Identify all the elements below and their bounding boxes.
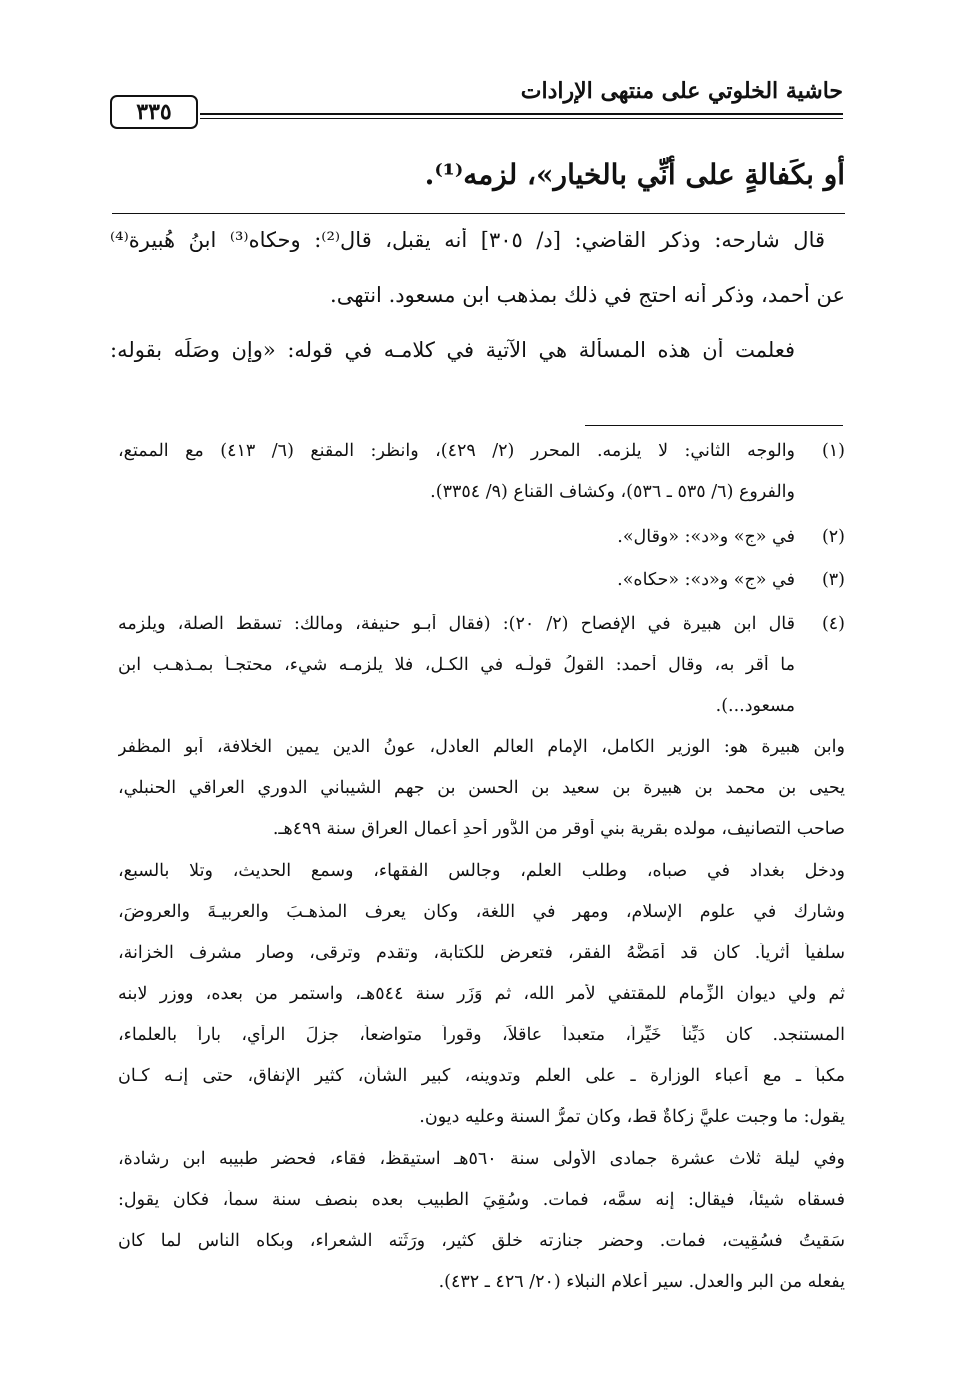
footnote-line: ما أقر به، وقال أحمد: القولُ قولُـه في الكـل، فلا يلزمـه شيء، محتجـاً بمـذهـب ابن [118,655,795,675]
matn-rule [112,213,845,214]
footnote-line: ثم ولي ديوان الزِّمام للمقتفي لأمر الله، ثم وَزَر سنة ٥٤٤هـ، واستمر من بعده، ووزر لابنه [118,984,845,1004]
footnote-line: سَقيتُ فسُقِيت، فمات. وحضر جنازته خلق كثير، ورَثَته الشعراء، وبكاه الناس لما كان [118,1231,845,1251]
commentary-line: عن أحمد، وذكر أنه احتج في ذلك بمذهب ابنِ مسعود. انتهى. [330,283,845,307]
footnote-number: (١) [821,441,845,461]
footnote-line: ودخل بغداد في صباه، وطلب العلم، وجالس الفقهاء، وسمع الحديث، وتلا بالسبع، [118,861,845,881]
footnote-line: قال ابن هبيرة في الإفصاح (٢/ ٢٠): (فقال أبـو حنيفة، ومالك: تسقط الصلة، ويلزمه [118,614,795,634]
header-rule [200,113,843,119]
footnote-line: المستنجد. كان دَيِّناً خَيِّراً، متعبداً عاقلاً، وقوراً متواضعاً، جزلَ الرأي، باراً بالعلماء، [118,1025,845,1045]
footnote-separator [585,425,843,426]
footnote-line: وفي ليلة ثلاث عشرة جمادى الأولى سنة ٥٦٠هـ استيقظ، فقاء، فحضر طبيبه ابن رشادة، [118,1149,845,1169]
footnote-line: مسعود...). [715,696,795,716]
footnote-line: يحيى بن محمد بن هبيرة بن سعيد بن الحسن بن جهم الشيباني الدوري العراقي الحنبلي، [118,778,845,798]
footnote-number: (٢) [821,527,845,547]
footnote-number: (٣) [821,570,845,590]
footnote-line: في «ج» و«د»: «حكاه». [617,570,795,590]
footnote-line: مكباً ـ مع أعباء الوزارة ـ على العلم وتدوينه، كبير الشأن، كثير الإنفاق، حتى إنـه كـان [118,1066,845,1086]
footnote-line: وشارك في علوم الإسلام، ومهر في اللغة، وكان يعرف المذهـبَ والعربيـةَ والعروضَ، [118,902,845,922]
footnote-line: سلفياً أثرياً. كان قد أمَضَّهُ الفقر، فتعرض للكتابة، وتقدم وترقى، وصار مشرف الخزانة، [118,943,845,963]
footnote-line: والوجه الثاني: لا يلزمه. المحرر (٢/ ٤٢٩)، وانظر: المقنع (٦/ ٤١٣) مع الممتع، [118,441,795,461]
commentary-line: قال شارحه: وذكر القاضي: [د/ ٣٠٥] أنه يقبل، قال⁽²⁾: وحكاه⁽³⁾ ابنُ هُبيرة⁽⁴⁾ [110,228,825,252]
footnote-number: (٤) [821,614,845,634]
footnote-line: فسقاه شيئاً، فيقال: إنه سمَّه، فمات. وسُقِيَ الطبيب بعده بنصف سنة سماً، فكان يقول: [118,1190,845,1210]
footnote-line: يفعله من البر والعدل. سير أعلام النبلاء (٢٠/ ٤٢٦ ـ ٤٣٢). [438,1272,845,1292]
footnote-line: يقول: ما وجبت عليَّ زكاةٌ قط، وكان تمرُّ السنة وعليه ديون. [419,1107,845,1127]
footnote-line: وابن هبيرة هو: الوزير الكامل، الإمام العالم العادل، عونُ الدين يمين الخلافة، أبو المظفر [118,737,845,757]
footnote-line: والفروع (٦/ ٥٣٥ ـ ٥٣٦)، وكشاف القناع (٩/ ٣٣٥٤). [430,482,795,502]
page-number: ٣٣٥ [110,95,198,129]
running-title: حاشية الخلوتي على منتهى الإرادات [520,78,843,104]
footnote-line: صاحب التصانيف، مولده بقرية بني أوقر من الدُّور أحدِ أعمال العراق سنة ٤٩٩هـ. [272,819,845,839]
matn-text: أو بكَفالةٍ على أنِّي بالخيار»، لزمه⁽¹⁾. [424,158,845,191]
footnote-line: في «ج» و«د»: «وقال». [617,527,795,547]
commentary-line: فعلمت أن هذه المسألة هي الآتية في كلامـه في قوله: «وإن وصَلَه بقوله: [110,338,795,362]
